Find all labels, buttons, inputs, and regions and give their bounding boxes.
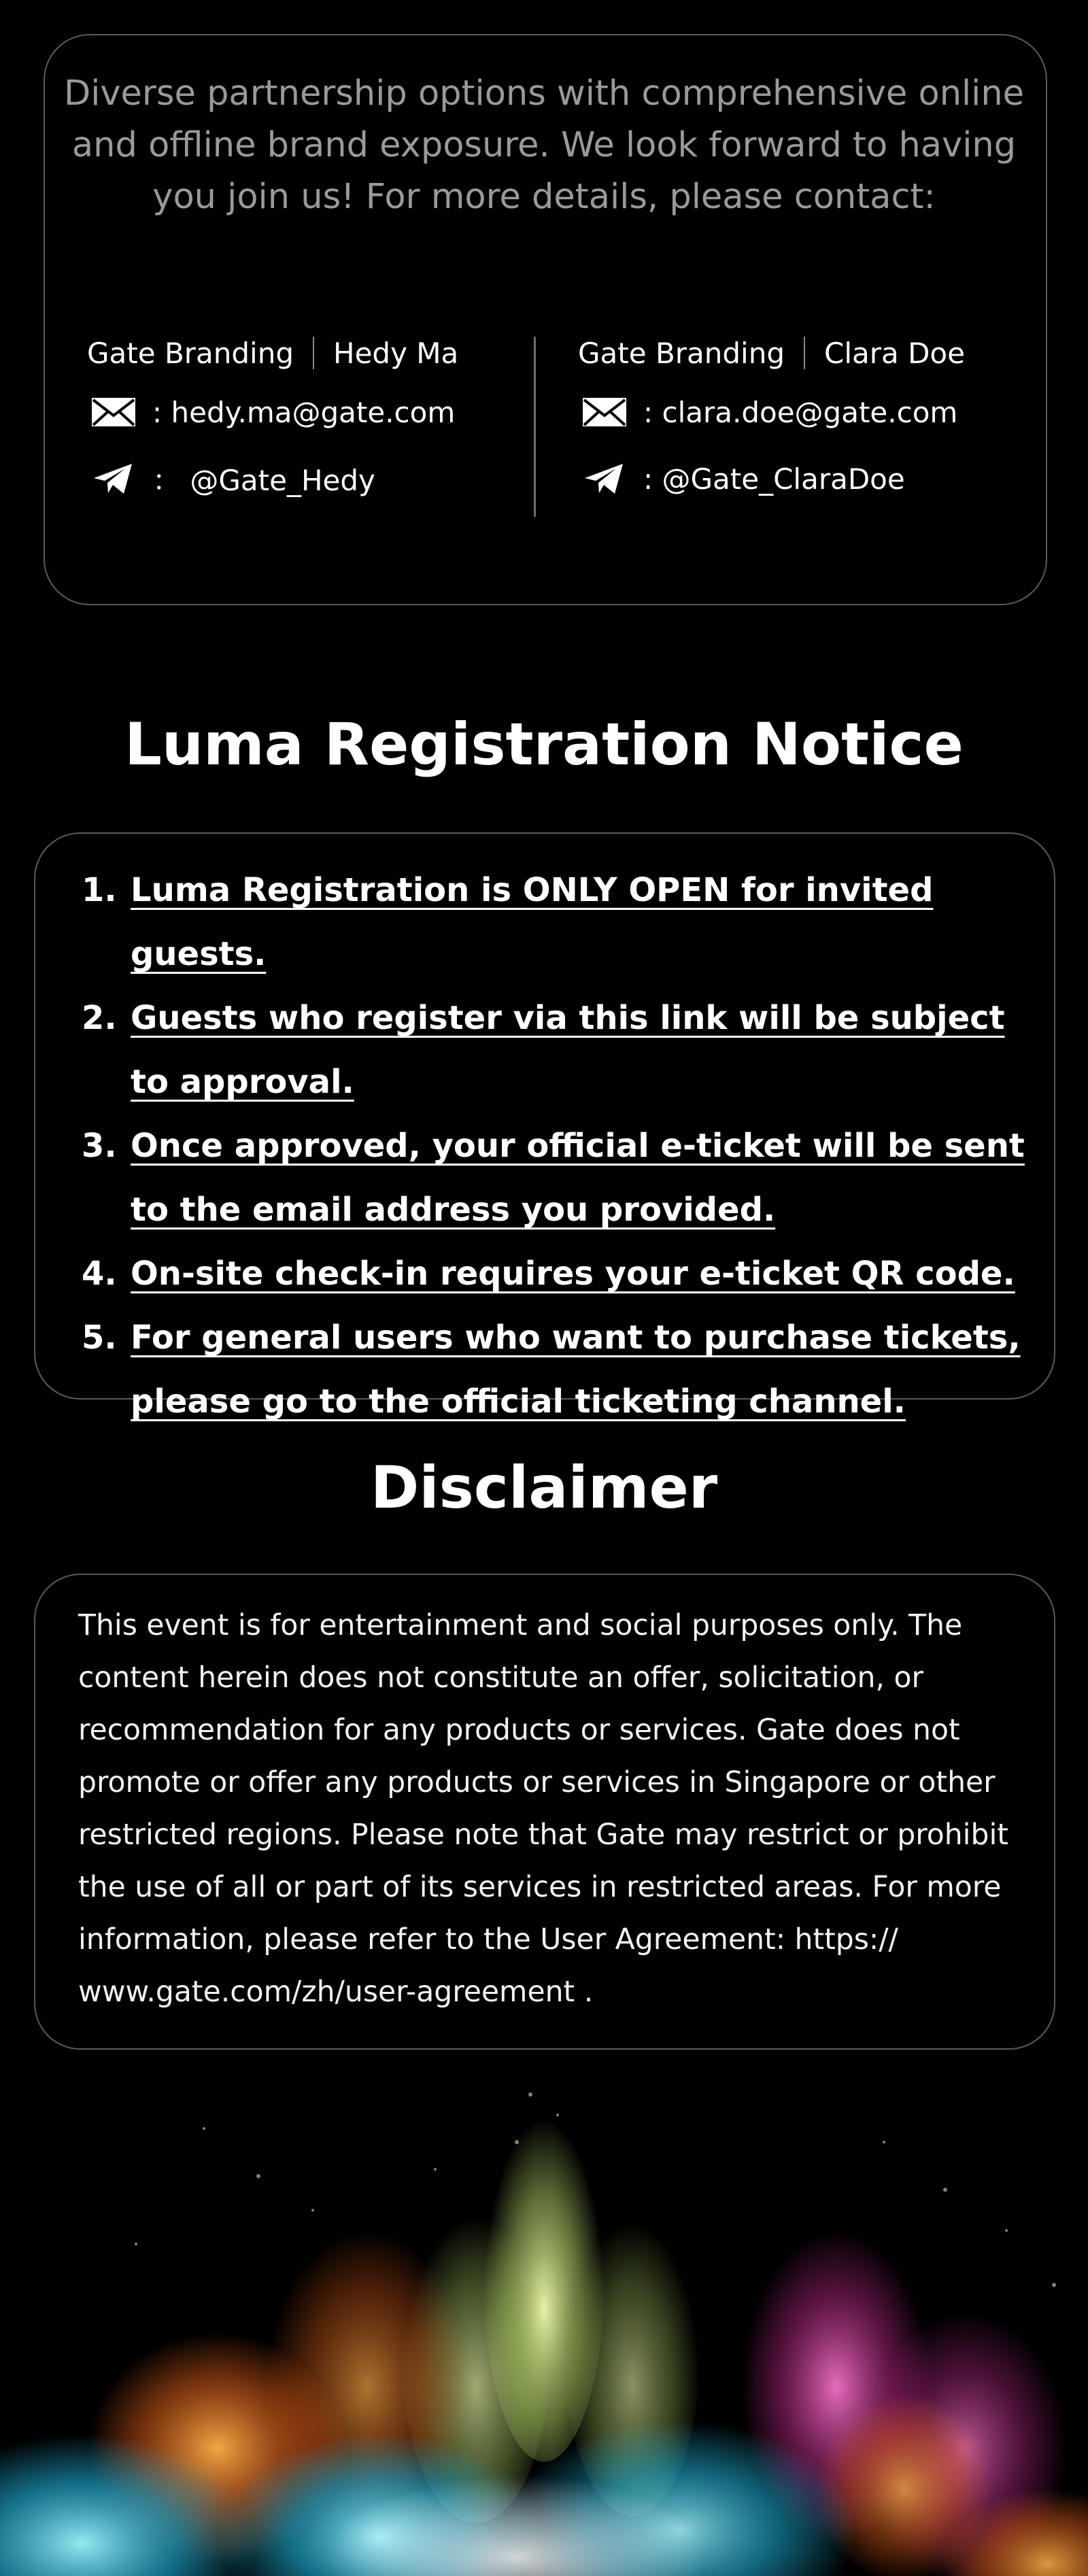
- partnership-intro: Diverse partnership options with comprehensive online and offline brand exposure. We look forward to having you join us! For more details, please contact:: [63, 73, 1025, 217]
- disclaimer-text: This event is for entertainment and social purposes only. The content herein does not constitute an offer, solicitation, or recommendation for any products or services. Gate does not promote or offer any products or services in Singapore or other restricted regions. Please note that Gate may restrict or prohibit the use of all or part of its services in restricted areas. For more information, please refer to the User Agreement: https:// www.gate.com/zh/user-agreement .: [78, 1609, 1008, 2009]
- notice-item[interactable]: [82, 986, 1034, 1114]
- notice-number: 4.: [82, 1255, 117, 1293]
- contact-telegram-row[interactable]: [578, 445, 1013, 512]
- contact-email-row[interactable]: [87, 379, 522, 445]
- contact-org: Gate Branding: [578, 337, 785, 370]
- header-separator: [313, 337, 314, 369]
- contact-email[interactable]: : clara.doe@gate.com: [643, 395, 958, 429]
- header-separator: [804, 337, 805, 369]
- registration-notice-list: [82, 858, 1034, 1434]
- notice-link[interactable]: On-site check-in requires your e-ticket QR code.: [131, 1255, 1015, 1293]
- contact-email-row[interactable]: [578, 379, 1013, 445]
- notice-item[interactable]: [82, 1306, 1034, 1434]
- notice-item[interactable]: [82, 1114, 1034, 1242]
- notice-number: 2.: [82, 999, 117, 1037]
- notice-number: 5.: [82, 1319, 117, 1357]
- contact-telegram[interactable]: : @Gate_ClaraDoe: [643, 462, 905, 496]
- splash-graphic: [0, 2067, 1088, 2576]
- contact-org: Gate Branding: [87, 337, 294, 370]
- notice-link[interactable]: For general users who want to purchase tickets, please go to the official ticketing channel.: [131, 1319, 1021, 1421]
- contact-email[interactable]: : hedy.ma@gate.com: [152, 395, 456, 429]
- contact-divider: [534, 337, 536, 517]
- contact-name: Clara Doe: [824, 337, 965, 370]
- notice-link[interactable]: Once approved, your official e-ticket will be sent to the email address you provided.: [131, 1127, 1025, 1229]
- contact-telegram-row[interactable]: [87, 445, 522, 512]
- notice-number: 1.: [82, 871, 117, 909]
- telegram-icon: [581, 462, 628, 496]
- mail-icon: [90, 395, 137, 429]
- telegram-icon: [90, 462, 137, 496]
- contact-header: [87, 337, 522, 379]
- contact-header: [578, 337, 1013, 379]
- registration-notice-title: Luma Registration Notice: [124, 711, 964, 779]
- disclaimer-title: Disclaimer: [370, 1454, 718, 1522]
- contact-hedy: [87, 337, 522, 512]
- notice-link[interactable]: Guests who register via this link will be subject to approval.: [131, 999, 1005, 1101]
- color-powder-splash-image: [0, 2067, 1088, 2576]
- notice-link[interactable]: Luma Registration is ONLY OPEN for invited guests.: [131, 871, 934, 973]
- mail-icon: [581, 395, 628, 429]
- contact-clara: [578, 337, 1013, 512]
- notice-number: 3.: [82, 1127, 117, 1165]
- notice-item[interactable]: [82, 1242, 1034, 1306]
- contact-name: Hedy Ma: [333, 337, 459, 370]
- notice-item[interactable]: [82, 858, 1034, 986]
- contact-telegram[interactable]: ： @Gate_Hedy: [152, 464, 375, 497]
